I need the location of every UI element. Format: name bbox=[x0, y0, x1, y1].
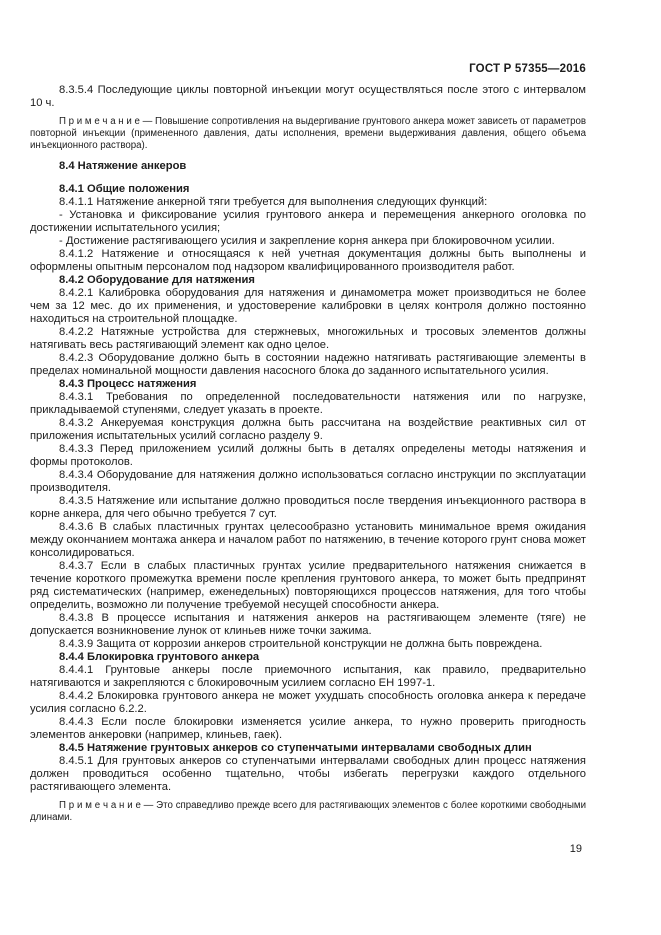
page-number: 19 bbox=[569, 843, 582, 855]
clause-8-4-3-2: 8.4.3.2 Анкеруемая конструкция должна быть рассчитана на воздействие реактивных сил от приложения испытательных усилий согласно разделу 9. bbox=[30, 417, 586, 442]
document-content bbox=[30, 84, 586, 824]
heading-8-4: 8.4 Натяжение анкеров bbox=[59, 160, 187, 172]
clause-8-4-2-1: 8.4.2.1 Калибровка оборудования для натяжения и динамометра может производиться не более чем за 12 мес. до их применения, и удостоверение калибровки в целях контроля должно постоянно находиться на строительной площадке. bbox=[30, 287, 586, 325]
note-paragraph: П р и м е ч а н и е — Повышение сопротивления на выдергивание грунтового анкера может зависеть от параметров повторной инъекции (примененного давления, даты исполнения, времени выдерживания давления, общего объема инъекционного раствора). bbox=[30, 116, 586, 151]
heading-8-4-1: 8.4.1 Общие положения bbox=[59, 183, 190, 195]
list-item: - Достижение растягивающего усилия и закрепление корня анкера при блокировочном усилии. bbox=[59, 235, 555, 247]
clause-8-4-3-8: 8.4.3.8 В процессе испытания и натяжения анкеров на растягивающем элементе (тяге) не допускается возникновение лунок от клиньев ниже точки зажима. bbox=[30, 612, 586, 637]
clause-8-4-4-2: 8.4.4.2 Блокировка грунтового анкера не может ухудшать способность оголовка анкера к передаче усилия согласно 6.2.2. bbox=[30, 690, 586, 715]
clause-8-4-3-1: 8.4.3.1 Требования по определенной последовательности натяжения или по нагрузке, прикладываемой ступенями, следует указать в проекте. bbox=[30, 391, 586, 416]
clause-8-4-3-3: 8.4.3.3 Перед приложением усилий должны быть в деталях определены методы натяжения и формы протоколов. bbox=[30, 443, 586, 468]
clause-8-4-2-3: 8.4.2.3 Оборудование должно быть в состоянии надежно натягивать растягивающие элементы в пределах номинальной мощности давления насосного блока до заданного испытательного усилия. bbox=[30, 352, 586, 377]
heading-8-4-4: 8.4.4 Блокировка грунтового анкера bbox=[59, 651, 260, 663]
clause-8-4-3-4: 8.4.3.4 Оборудование для натяжения должно использоваться согласно инструкции по эксплуатации производителя. bbox=[30, 469, 586, 494]
list-item: - Установка и фиксирование усилия грунтового анкера и перемещения анкерного оголовка по достижении испытательного усилия; bbox=[30, 209, 586, 234]
clause-8-4-4-3: 8.4.4.3 Если после блокировки изменяется усилие анкера, то нужно проверить пригодность элементов анкеровки (например, клиньев, гаек). bbox=[30, 716, 586, 741]
clause-8-4-3-5: 8.4.3.5 Натяжение или испытание должно проводиться после твердения инъекционного раствора в корне анкера, для чего обычно требуется 7 сут. bbox=[30, 495, 586, 520]
clause-8-4-1-2: 8.4.1.2 Натяжение и относящаяся к ней учетная документация должны быть выполнены и оформлены опытным персоналом под надзором квалифицированного производителя работ. bbox=[30, 248, 586, 273]
clause-8-4-3-7: 8.4.3.7 Если в слабых пластичных грунтах усилие предварительного натяжения снижается в течение короткого промежутка времени после крепления грунтового анкера, то может быть предпринят ряд систематических (например, еженедельных) повторяющихся процессов натяжения, для того чтобы определить, возможно ли получение требуемой несущей способности анкера. bbox=[30, 560, 586, 611]
clause-8-3-5-4: 8.3.5.4 Последующие циклы повторной инъекции могут осуществляться после этого с интервалом 10 ч. bbox=[30, 84, 586, 109]
clause-8-4-3-9: 8.4.3.9 Защита от коррозии анкеров строительной конструкции не должна быть повреждена. bbox=[59, 638, 543, 650]
clause-8-4-3-6: 8.4.3.6 В слабых пластичных грунтах целесообразно установить минимальное время ожидания между окончанием монтажа анкера и началом работ по натяжению, в течение которого грунт снова может консолидироваться. bbox=[30, 521, 586, 559]
document-header bbox=[30, 63, 586, 75]
clause-8-4-2-2: 8.4.2.2 Натяжные устройства для стержневых, многожильных и тросовых элементов должны натягивать весь растягивающий элемент как одно целое. bbox=[30, 326, 586, 351]
standard-number: ГОСТ Р 57355—2016 bbox=[469, 63, 586, 75]
note-paragraph: П р и м е ч а н и е — Это справедливо прежде всего для растягивающих элементов с более короткими свободными длинами. bbox=[30, 800, 586, 823]
page-footer bbox=[30, 843, 582, 855]
heading-8-4-3: 8.4.3 Процесс натяжения bbox=[59, 378, 197, 390]
clause-8-4-1-1: 8.4.1.1 Натяжение анкерной тяги требуется для выполнения следующих функций: bbox=[59, 196, 488, 208]
clause-8-4-4-1: 8.4.4.1 Грунтовые анкеры после приемочного испытания, как правило, предварительно натягиваются и закрепляются с блокировочным усилием согласно ЕН 1997-1. bbox=[30, 664, 586, 689]
heading-8-4-2: 8.4.2 Оборудование для натяжения bbox=[59, 274, 255, 286]
clause-8-4-5-1: 8.4.5.1 Для грунтовых анкеров со ступенчатыми интервалами свободных длин процесс натяжения должен проводиться особенно тщательно, чтобы избегать перегрузки каждого отдельного растягивающего элемента. bbox=[30, 755, 586, 793]
heading-8-4-5: 8.4.5 Натяжение грунтовых анкеров со ступенчатыми интервалами свободных длин bbox=[59, 742, 532, 754]
